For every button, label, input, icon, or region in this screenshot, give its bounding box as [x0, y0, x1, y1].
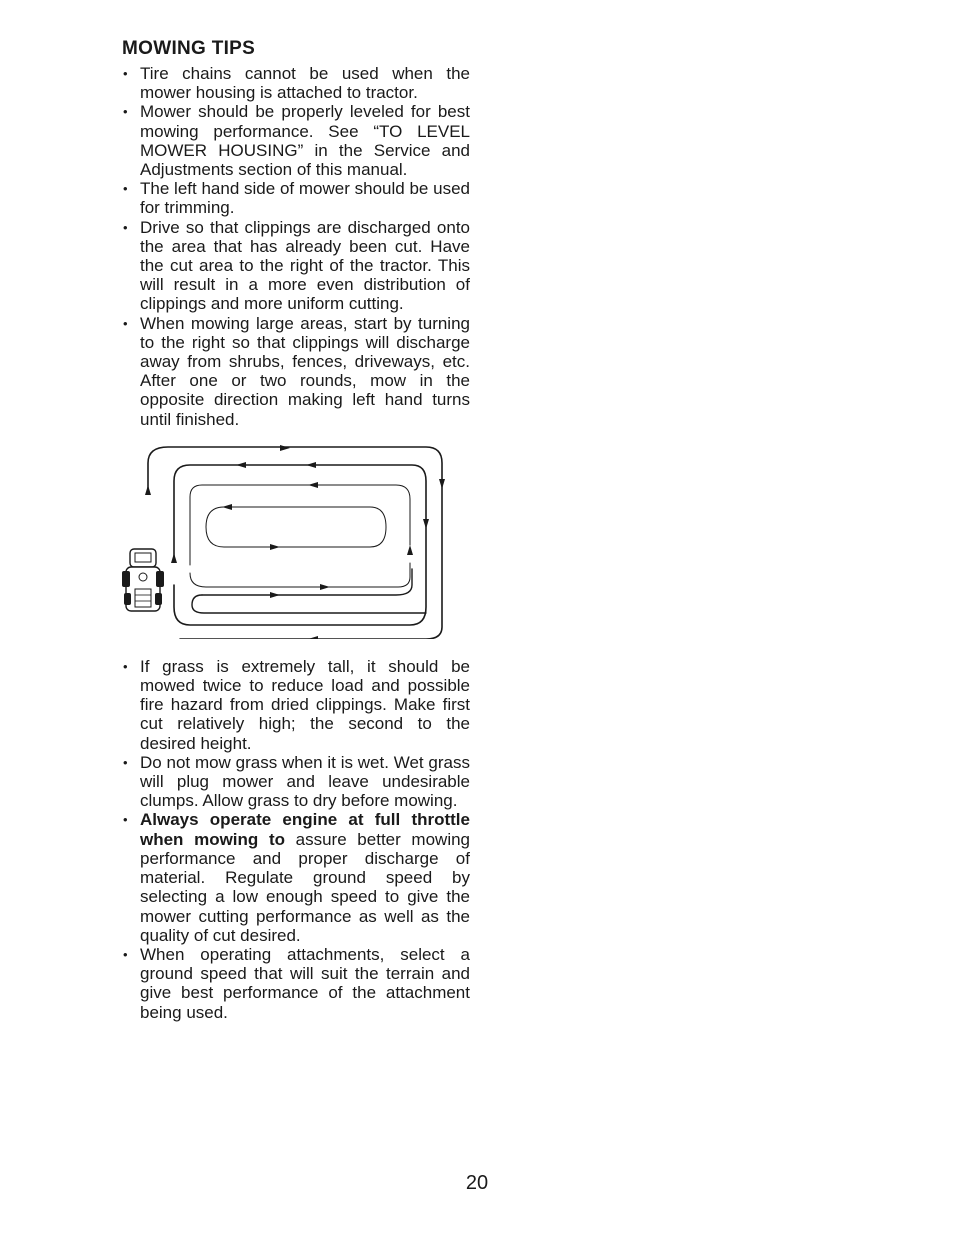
mowing-pattern-diagram [120, 445, 460, 639]
arrow-up-loop3 [407, 545, 413, 555]
inner-oval-path [206, 507, 386, 547]
arrow-right-top [280, 445, 290, 451]
arrow-up-loop2 [171, 553, 177, 563]
list-item: • Do not mow grass when it is wet. Wet grass will plug mower and leave undesirable clumps. Allow grass to dry before mowing. [120, 753, 470, 811]
arrow-right-loop3 [320, 584, 330, 590]
arrow-left-loop2 [236, 462, 246, 468]
riding-mower-icon [122, 549, 164, 611]
page-number: 20 [465, 1172, 489, 1194]
tips-list-top [120, 64, 470, 429]
bold-lead-text: Always operate engine at full throttle when mowing to [140, 810, 470, 849]
arrow-right-lower [270, 592, 280, 598]
lower-left-curve-path [192, 595, 426, 613]
list-item: • Mower should be properly leveled for best mowing performance. See “TO LEVEL MOWER HOUSING” in the Service and Adjustments section of this manual. [120, 102, 470, 179]
lower-bar-path [202, 569, 412, 595]
loop-3-bottom-path [190, 563, 410, 587]
arrow-left-loop3 [308, 482, 318, 488]
arrow-left-inner [222, 504, 232, 510]
arrow-down-loop2 [423, 519, 429, 529]
right-descent-path [180, 485, 442, 639]
outer-path [148, 447, 442, 493]
loop-3-path [190, 485, 410, 565]
list-item: • Tire chains cannot be used when the mower housing is attached to tractor. [120, 64, 470, 102]
list-item: • When operating attachments, select a ground speed that will suit the terrain and give best performance of the attachment being used. [120, 945, 470, 1022]
list-item: • When mowing large areas, start by turning to the right so that clippings will discharge away from shrubs, fences, driveways, etc. After one or two rounds, mow in the opposite direction making left hand turns until finished. [120, 314, 470, 429]
list-item-throttle [120, 810, 470, 944]
content-column [120, 38, 470, 1022]
arrow-up-left-outer [145, 485, 151, 495]
throttle-rest-text: assure better mowing performance and proper discharge of material. Regulate ground speed by selecting a low enough speed to give the mower cutting performance as well as the quality of cut desired. [140, 829, 471, 945]
section-heading: MOWING TIPS [122, 38, 256, 59]
list-item: • If grass is extremely tall, it should be mowed twice to reduce load and possible fire hazard from dried clippings. Make first cut relatively high; the second to the desired height. [120, 657, 470, 753]
loop-2-path [174, 465, 426, 625]
tips-list-bottom [120, 657, 470, 1022]
list-item: • The left hand side of mower should be used for trimming. [120, 179, 470, 217]
list-item: • Drive so that clippings are discharged onto the area that has already been cut. Have the cut area to the right of the tractor. This will result in a more even distribution of clippings and more uniform cutting. [120, 218, 470, 314]
arrow-left-loop2b [306, 462, 316, 468]
arrow-right-inner [270, 544, 280, 550]
arrow-down-right-outer [439, 479, 445, 489]
